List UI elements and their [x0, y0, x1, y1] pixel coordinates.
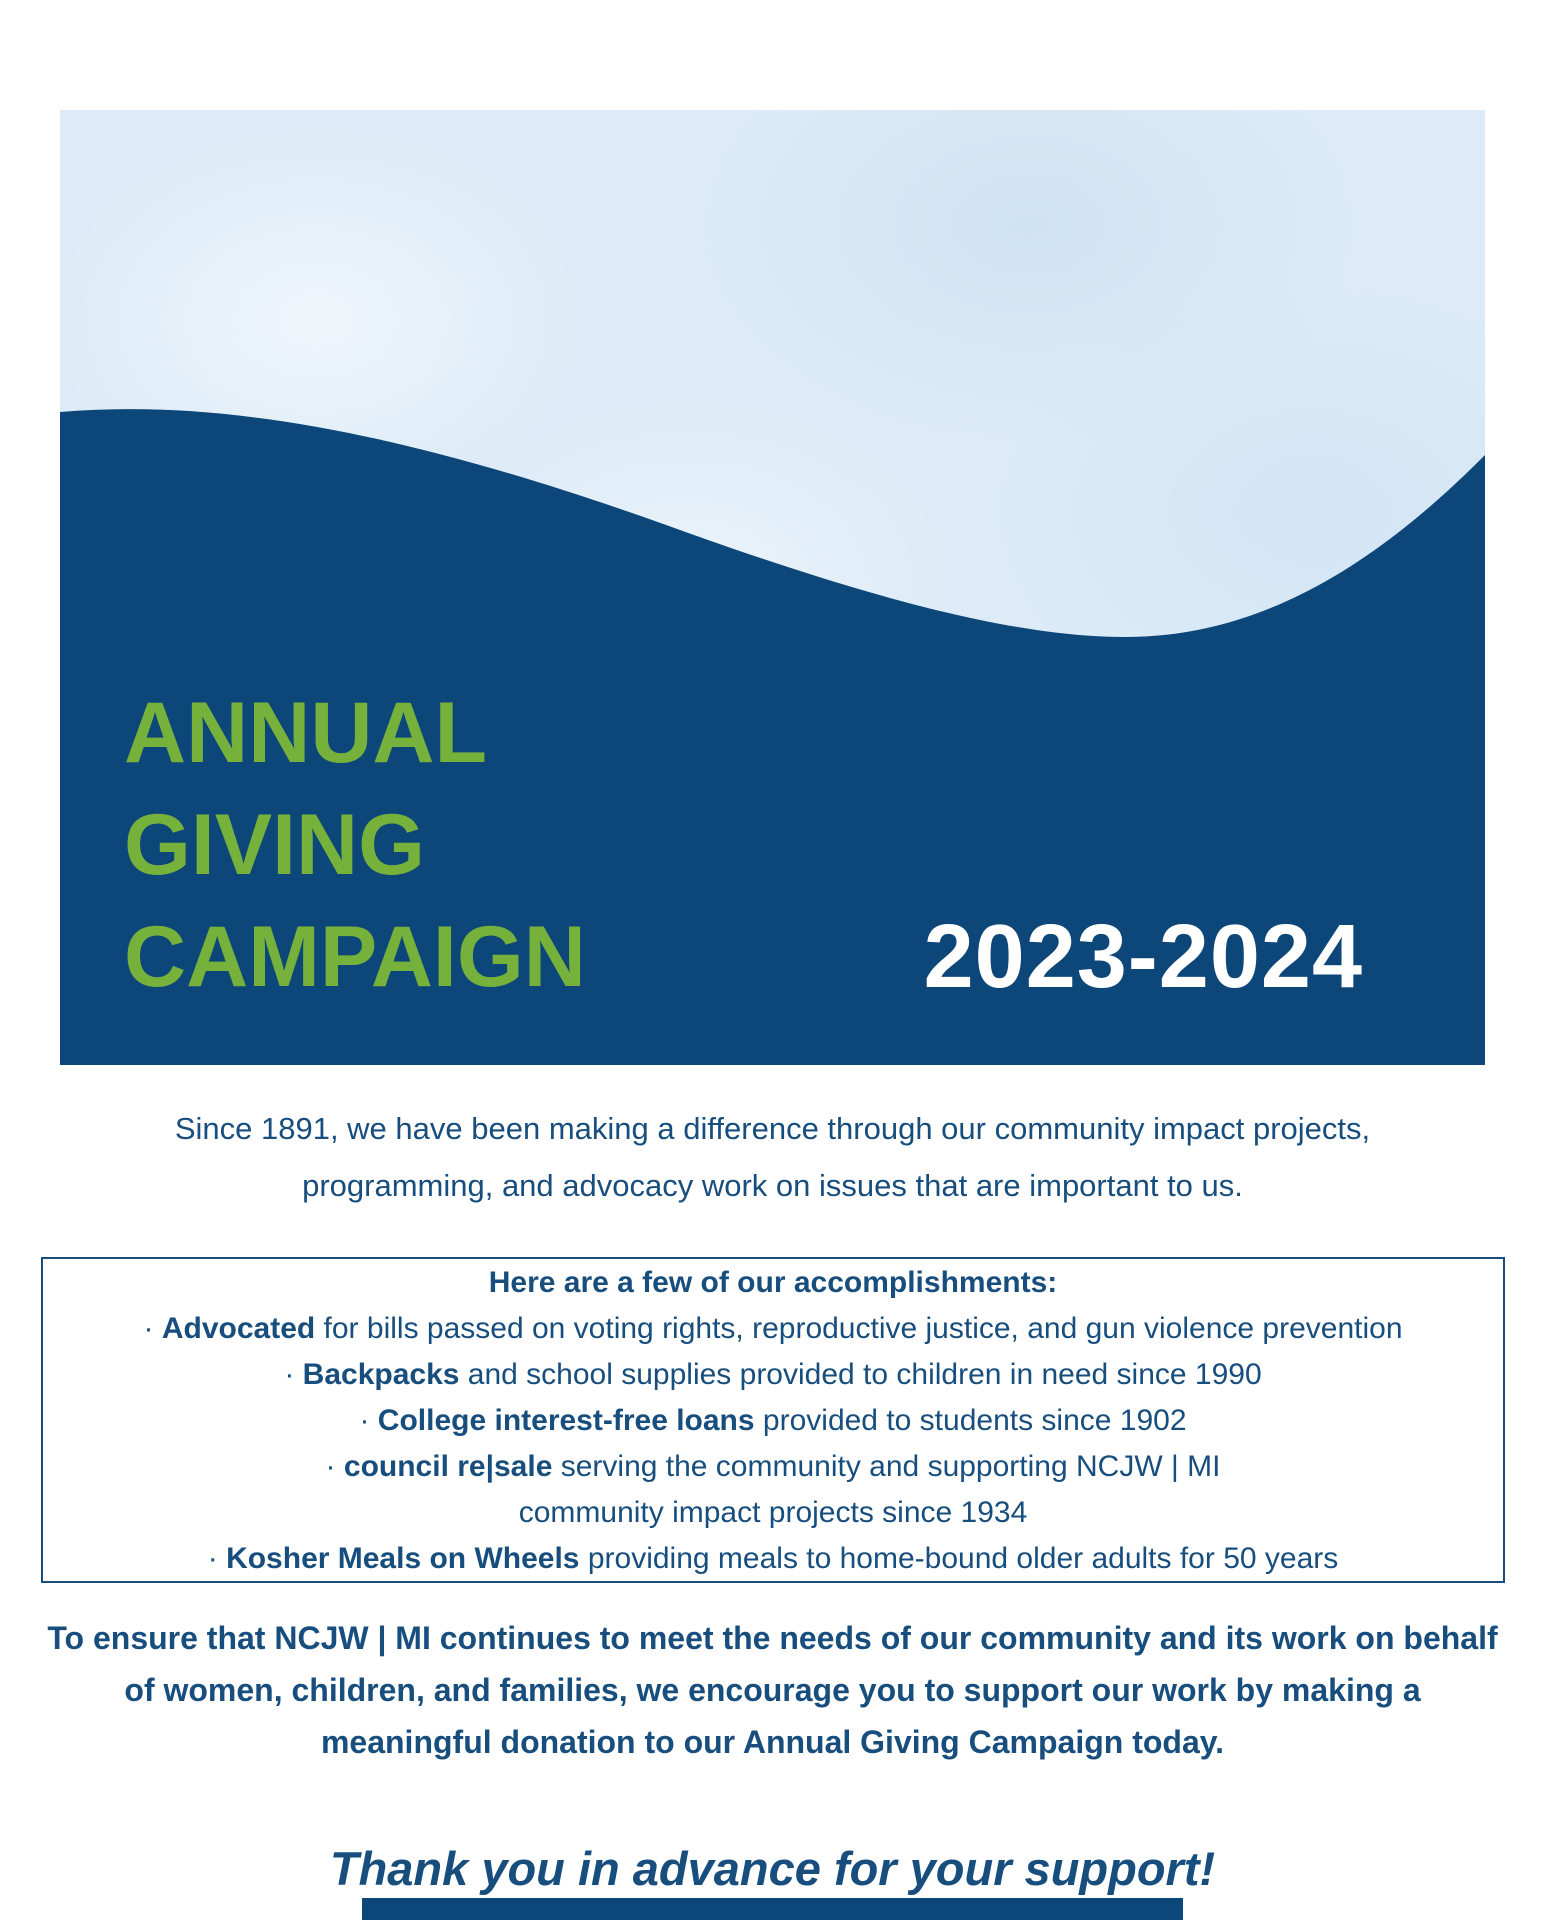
accomplishment-bold: council re|sale	[343, 1450, 553, 1483]
bullet-icon: ·	[284, 1358, 295, 1391]
appeal-paragraph: To ensure that NCJW | MI continues to meet the needs of our community and its work on behalf of women, children, and families, we encourage you to support our work by making a meaningful donation to our Annual Giving Campaign today.	[47, 1620, 1498, 1760]
accomplishment-bold: Backpacks	[302, 1358, 460, 1391]
accomplishment-item-resale	[283, 1444, 1263, 1536]
thank-you-line: Thank you in advance for your support!	[329, 1842, 1216, 1895]
accomplishment-item-kosher-meals	[57, 1536, 1489, 1582]
accomplishment-bold: Advocated	[161, 1312, 316, 1345]
accomplishment-bold: Kosher Meals on Wheels	[226, 1542, 580, 1575]
accomplishment-item-loans	[57, 1398, 1489, 1444]
accomplishment-text: provided to students since 1902	[754, 1404, 1187, 1437]
campaign-years: 2023-2024	[923, 907, 1363, 1007]
bullet-icon: ·	[359, 1404, 370, 1437]
accomplishment-item-advocated	[57, 1306, 1489, 1352]
accomplishments-heading: Here are a few of our accomplishments:	[488, 1266, 1058, 1299]
donate-button[interactable]	[362, 1898, 1183, 1920]
bullet-icon: ·	[143, 1312, 154, 1345]
accomplishment-bold: College interest-free loans	[377, 1404, 755, 1437]
accomplishment-text: providing meals to home-bound older adults for 50 years	[579, 1542, 1339, 1575]
campaign-title-line2: GIVING	[124, 797, 426, 893]
accomplishment-text: for bills passed on voting rights, reproductive justice, and gun violence prevention	[315, 1312, 1403, 1345]
hero-banner	[60, 110, 1485, 1065]
accomplishment-text: and school supplies provided to children in need since 1990	[459, 1358, 1262, 1391]
campaign-title	[124, 677, 586, 1013]
campaign-title-line1: ANNUAL	[124, 685, 488, 781]
bullet-icon: ·	[325, 1450, 336, 1483]
accomplishment-text: serving the community and supporting NCJW | MI community impact projects since 1934	[518, 1450, 1221, 1529]
accomplishments-box	[41, 1257, 1505, 1583]
intro-paragraph: Since 1891, we have been making a difference through our community impact projects, programming, and advocacy work on issues that are important to us.	[174, 1111, 1371, 1203]
bullet-icon: ·	[207, 1542, 218, 1575]
campaign-title-line3: CAMPAIGN	[124, 909, 586, 1005]
accomplishment-item-backpacks	[57, 1352, 1489, 1398]
